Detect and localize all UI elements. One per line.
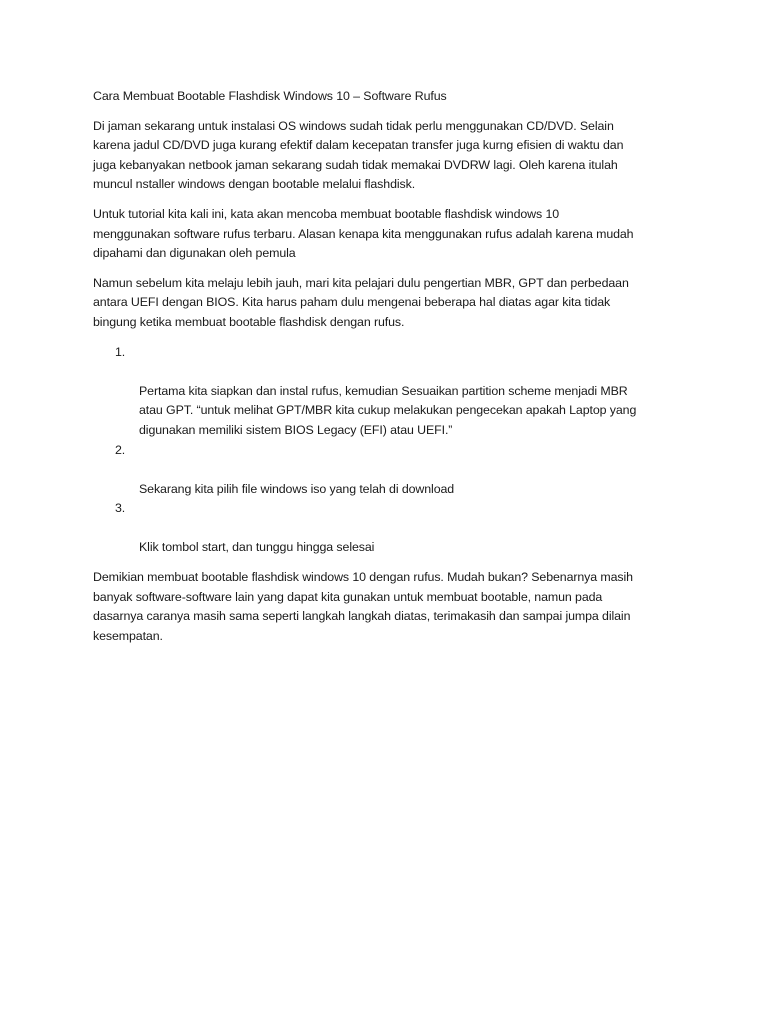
list-item (93, 441, 685, 500)
document-body (93, 87, 685, 656)
list-item (93, 499, 685, 558)
step-text: Pertama kita siapkan dan instal rufus, kemudian Sesuaikan partition scheme menjadi MBR atau GPT. “untuk melihat GPT/MBR kita cukup melakukan pengecekan apakah Laptop yang digunakan memiliki sistem BIOS Legacy (EFI) atau UEFI.” (139, 383, 637, 437)
step-text: Sekarang kita pilih file windows iso yang telah di download (139, 481, 455, 496)
paragraph-tutorial: Untuk tutorial kita kali ini, kata akan mencoba membuat bootable flashdisk windows 10 menggunakan software rufus terbaru. Alasan kenapa kita menggunakan rufus adalah karena mudah dipahami dan digunakan oleh pemula (93, 206, 634, 261)
steps-list (93, 343, 685, 559)
step-text: Klik tombol start, dan tunggu hingga selesai (139, 540, 375, 555)
paragraph-mbr-gpt: Namun sebelum kita melaju lebih jauh, mari kita pelajari dulu pengertian MBR, GPT dan perbedaan antara UEFI dengan BIOS. Kita harus paham dulu mengenai beberapa hal diatas agar kita tidak bingung ketika membuat bootable flashdisk dengan rufus. (93, 275, 629, 329)
document-title: Cara Membuat Bootable Flashdisk Windows 10 – Software Rufus (93, 89, 447, 103)
step-number: 3. (115, 501, 126, 516)
step-number: 2. (115, 442, 126, 457)
step-number: 1. (115, 344, 126, 359)
paragraph-intro: Di jaman sekarang untuk instalasi OS windows sudah tidak perlu menggunakan CD/DVD. Selain karena jadul CD/DVD juga kurang efektif dalam kecepatan transfer juga kurng efisien di waktu dan juga kebanyakan netbook jaman sekarang sudah tidak memakai DVDRW lagi. Oleh karena itulah muncul nstaller windows dengan bootable melalui flashdisk. (93, 118, 624, 192)
list-item (93, 343, 685, 441)
paragraph-closing: Demikian membuat bootable flashdisk windows 10 dengan rufus. Mudah bukan? Sebenarnya masih banyak software-software lain yang dapat kita gunakan untuk membuat bootable, namun pada dasarnya caranya masih sama seperti langkah langkah diatas, terimakasih dan sampai jumpa dilain kesempatan. (93, 570, 633, 643)
